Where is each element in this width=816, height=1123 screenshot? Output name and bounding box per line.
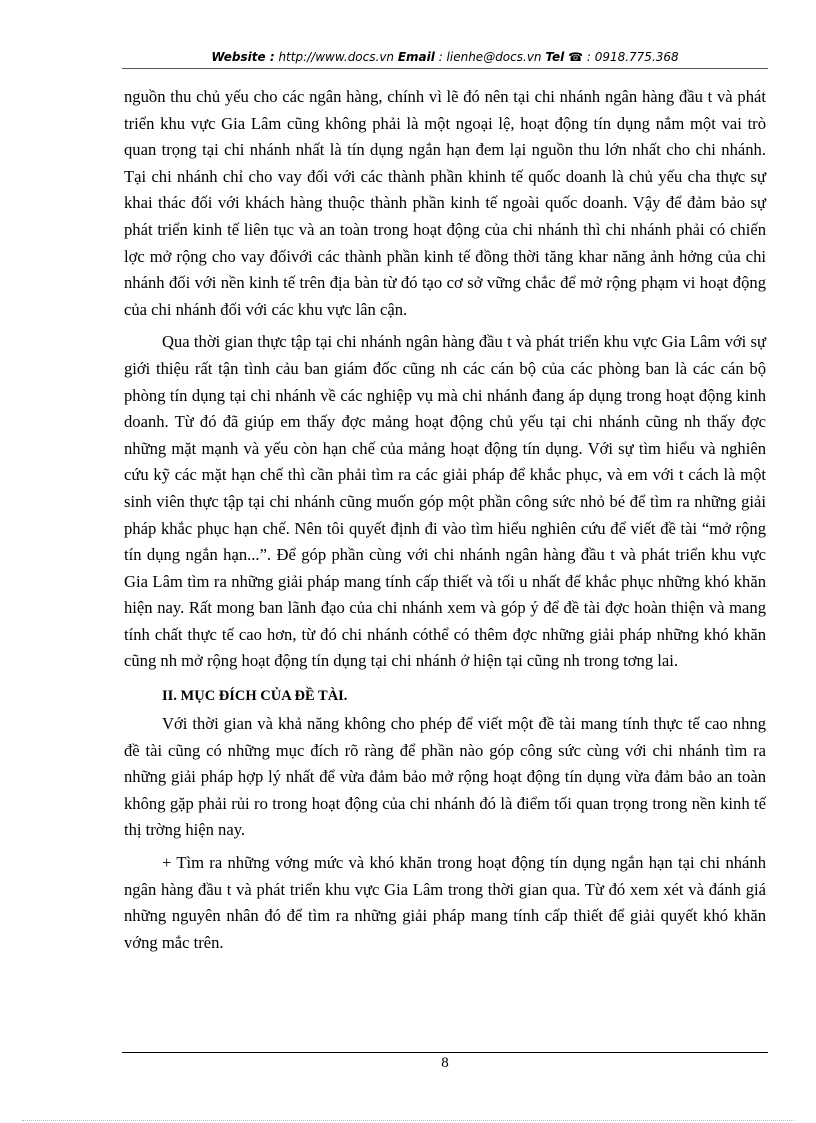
website-value: http://www.docs.vn bbox=[274, 50, 398, 64]
paragraph-3: Với thời gian và khả năng không cho phép để viết một đề tài mang tính thực tế cao nhng đề tài cũng có những mục đích rõ ràng để phần nào góp công sức cùng với chi nhánh tìm ra những giải pháp hợp lý nhất để vừa đảm bảo mở rộng hoạt động tín dụng vừa đảm bảo an toàn không gặp phải rủi ro trong hoạt động của chi nhánh đó là điểm tối quan trọng trong nền kinh tế thị trờng hiện nay. bbox=[124, 714, 766, 840]
section-heading: II. MỤC ĐÍCH CỦA ĐỀ TÀI. bbox=[162, 688, 348, 705]
tel-label: Tel bbox=[545, 50, 565, 64]
paragraph-1: nguồn thu chủ yếu cho các ngân hàng, chính vì lẽ đó nên tại chi nhánh ngân hàng đầu t và phát triển khu vực Gia Lâm cũng không phải là một ngoại lệ, hoạt động tín dụng nắm một vai trò quan trọng tại chi nhánh nhất là tín dụng ngắn hạn đem lại nguồn thu lớn nhất cho chi nhánh. Tại chi nhánh chỉ cho vay đối với các thành phần khinh tế quốc doanh là chủ yếu cha thực sự khai thác đối với khách hàng thuộc thành phần kinh tế ngoài quốc doanh. Vậy để đảm bảo sự phát triển kinh tế liên tục và an toàn trong hoạt động của chi nhánh thì chi nhánh phải có chiến lợc mở rộng cho vay đốivới các thành phần kinh tế đồng thời tăng khar năng ảnh hởng của chi nhánh đối với nền kinh tế trên địa bàn từ đó tạo cơ sở vững chắc để mở rộng phạm vi hoạt động của chi nhánh đối với các khu vực lân cận. bbox=[124, 87, 766, 319]
email-value: : lienhe@docs.vn bbox=[434, 50, 546, 64]
page-number: 8 bbox=[441, 1055, 449, 1071]
email-label: Email bbox=[397, 50, 435, 64]
document-body bbox=[124, 84, 766, 956]
website-label: Website : bbox=[211, 50, 275, 64]
footer-divider bbox=[122, 1052, 768, 1053]
paragraph-4: + Tìm ra những vớng mức và khó khăn trong hoạt động tín dụng ngắn hạn tại chi nhánh ngân hàng đầu t và phát triển khu vực Gia Lâm trong thời gian qua. Từ đó xem xét và đánh giá những nguyên nhân đó để tìm ra những giải pháp mang tính cấp thiết để giải quyết khó khăn vớng mắc trên. bbox=[124, 853, 766, 952]
phone-icon: ☎ bbox=[568, 50, 584, 64]
page-header bbox=[122, 48, 768, 66]
paragraph-2: Qua thời gian thực tập tại chi nhánh ngân hàng đầu t và phát triển khu vực Gia Lâm với sự giới thiệu rất tận tình cảu ban giám đốc cũng nh các cán bộ của các phòng ban là các cán bộ phòng tín dụng tại chi nhánh về các nghiệp vụ mà chi nhánh đang áp dụng trong hoạt động kinh doanh. Từ đó đã giúp em thấy đợc mảng hoạt động chủ yếu tại chi nhánh cũng nh thấy đợc những mặt mạnh và yếu còn hạn chế của mảng hoạt động tín dụng. Với sự tìm hiểu và nghiên cứu kỹ các mặt hạn chế thì cần phải tìm ra các giải pháp để khắc phục, và em với t cách là một sinh viên thực tập tại chi nhánh cũng muốn góp một phần công sức nhỏ bé để tìm ra những giải pháp khắc phục hạn chế. Nên tôi quyết định đi vào tìm hiểu nghiên cứu để viết đề tài “mở rộng tín dụng ngắn hạn...”. Để góp phần cùng với chi nhánh ngân hàng đầu t và phát triển khu vực Gia Lâm tìm ra những giải pháp mang tính cấp thiết và tối u nhất để khắc phục những khó khăn hiện nay. Rất mong ban lãnh đạo của chi nhánh xem và góp ý để đề tài đợc hoàn thiện và mang tính chất thực tế cao hơn, từ đó chi nhánh cóthể có thêm đợc những giải pháp những khó khăn cũng nh mở rộng hoạt động tín dụng tại chi nhánh ở hiện tại cũng nh trong tơng lai. bbox=[124, 332, 766, 671]
header-divider bbox=[122, 68, 768, 69]
tel-value: : 0918.775.368 bbox=[583, 50, 679, 64]
page-bottom-border bbox=[22, 1120, 794, 1121]
